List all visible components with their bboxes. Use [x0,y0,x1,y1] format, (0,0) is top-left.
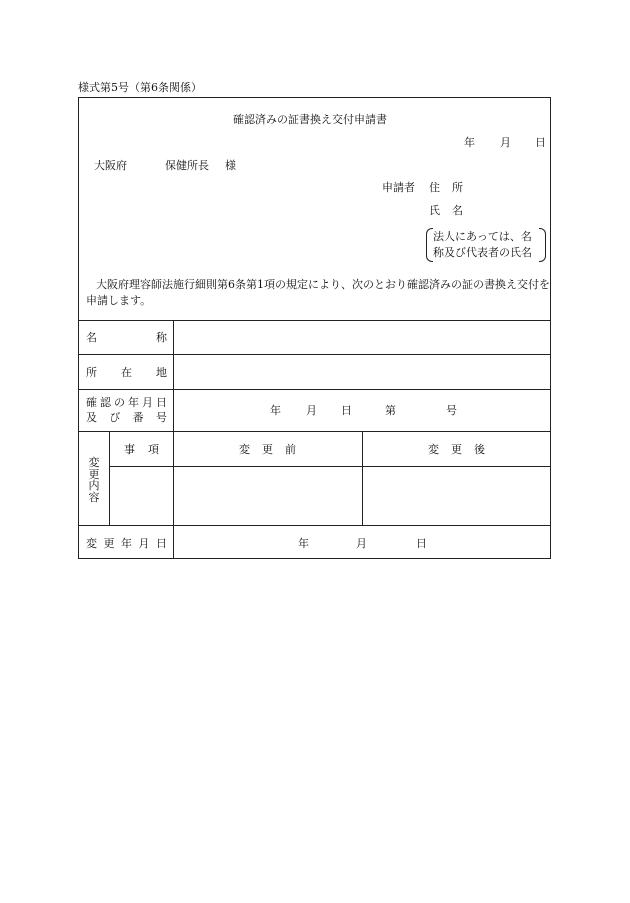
confirm-number-prefix: 第 [385,404,396,417]
confirm-year: 年 [270,404,281,417]
confirm-char-5: 月 [142,396,153,409]
change-date-char-2: 更 [103,537,115,550]
applicant-label: 申請者 [382,181,415,194]
address-label-1: 住 [429,181,440,194]
table-top-line [78,320,551,321]
addressee-prefecture: 大阪府 [94,159,127,172]
confirm2-char-4: 号 [155,411,167,424]
row-divider-4 [109,466,551,467]
address-label-2: 所 [452,181,463,194]
form-number: 様式第5号（第6条関係） [78,81,202,94]
confirm-month: 月 [306,404,317,417]
addressee-honorific: 様 [225,159,236,172]
name-label-char-1: 名 [86,331,97,344]
before-char-3: 前 [285,443,296,456]
row-divider-5 [78,525,551,526]
name-label-1: 氏 [429,204,440,217]
change-content-char-1: 変 [88,456,100,469]
label-column-line [173,320,174,559]
item-header [124,444,159,455]
form-frame [78,97,551,559]
change-date-month: 月 [356,537,367,550]
before-char-2: 更 [262,443,273,456]
row-divider-1 [78,354,551,355]
after-char-3: 後 [474,443,485,456]
after-char-1: 変 [428,443,439,456]
location-label-char-3: 地 [156,366,167,379]
date-month-label: 月 [500,136,511,149]
form-title: 確認済みの証書換え交付申請書 [233,113,387,126]
confirm-char-1: 確 [86,396,97,409]
name-label-char-2: 称 [156,331,167,344]
item-char-2: 項 [148,443,159,456]
row-divider-3 [78,431,551,432]
change-date-label [86,538,167,549]
change-date-char-3: 年 [121,537,132,550]
change-date-year: 年 [298,537,309,550]
change-date-char-4: 月 [138,537,150,550]
confirm-char-6: 日 [156,396,167,409]
change-date-day: 日 [416,537,427,550]
date-year-label: 年 [464,136,475,149]
change-content-label [86,457,102,503]
location-label-char-2: 在 [121,366,132,379]
corporate-note-line1: 法人にあっては、名 [433,230,532,243]
name-row-label [86,332,167,343]
change-date-char-1: 変 [86,537,97,550]
confirm2-char-2: び [109,411,121,424]
confirm2-char-1: 及 [86,411,97,424]
before-header [239,444,296,455]
row-divider-2 [78,389,551,390]
change-date-char-5: 日 [156,537,167,550]
date-day-label: 日 [535,136,546,149]
body-paragraph: 大阪府理容師法施行細則第6条第1項の規定により、次のとおり確認済みの証の書換え交付を申請します。 [86,278,550,307]
change-content-char-2: 更 [88,467,100,481]
change-content-char-4: 容 [88,490,100,504]
item-char-1: 事 [124,443,135,456]
confirm-number-suffix: 号 [446,404,457,417]
location-label-char-1: 所 [86,366,97,379]
confirm2-char-3: 番 [132,411,144,424]
corporate-note-line2: 称及び代表者の氏名 [433,246,532,259]
location-row-label [86,367,167,378]
before-char-1: 変 [239,443,250,456]
confirm-char-3: の [114,396,125,409]
after-char-2: 更 [451,443,462,456]
addressee-office: 保健所長 [165,159,209,172]
before-after-divider [362,431,363,525]
change-content-char-3: 内 [88,479,100,493]
after-header [428,444,485,455]
confirm-label-line2 [86,412,167,423]
change-label-column-line [109,431,110,525]
confirm-label-line1 [86,397,167,408]
confirm-day: 日 [341,404,352,417]
confirm-char-2: 認 [100,396,111,409]
confirm-char-4: 年 [128,396,139,409]
name-label-2: 名 [452,204,463,217]
